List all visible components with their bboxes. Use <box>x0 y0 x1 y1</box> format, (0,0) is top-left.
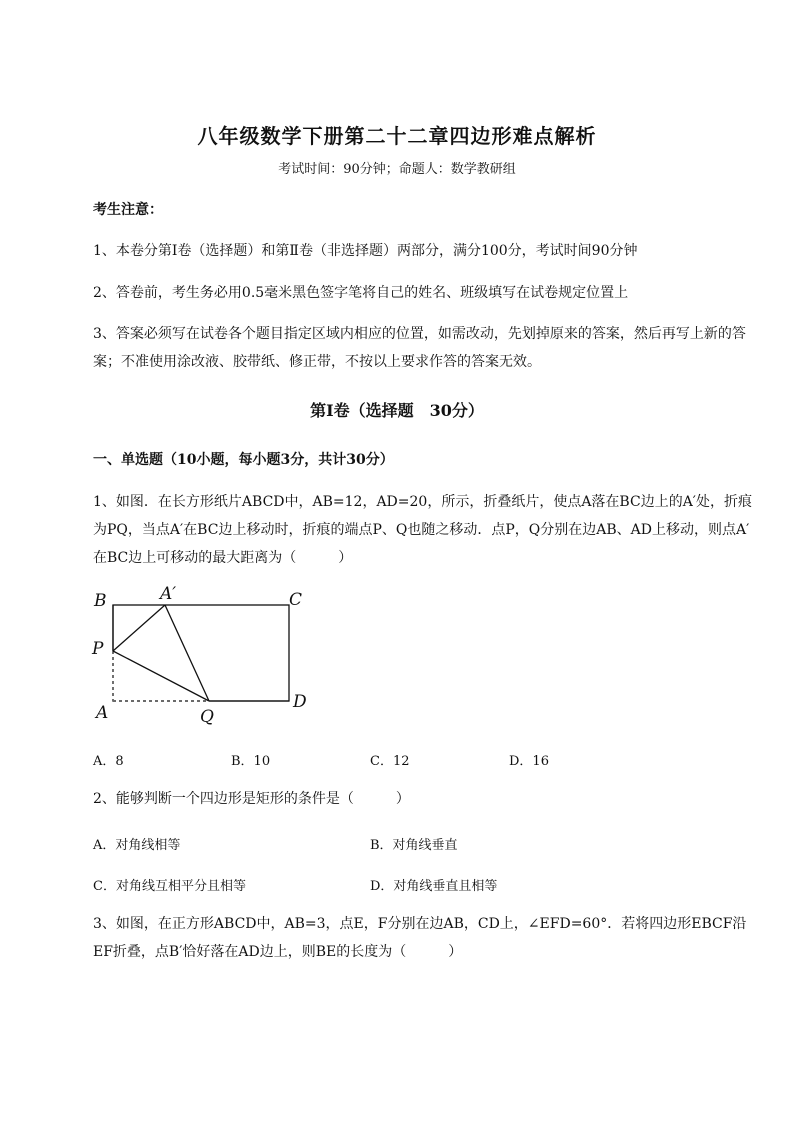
segment-a-prime-q <box>165 605 209 701</box>
notice-item-3: 3、答案必须写在试卷各个题目指定区域内相应的位置，如需改动，先划掉原来的答案，然后再写上新的答案；不准使用涂改液、胶带纸、修正带，不按以上要求作答的答案无效。 <box>93 326 746 370</box>
question-1-figure <box>88 585 328 730</box>
label-d: D <box>293 692 307 712</box>
rectangle-bcd <box>113 605 289 701</box>
notice-item-1: 1、本卷分第I卷（选择题）和第Ⅱ卷（非选择题）两部分，满分100分，考试时间90分钟 <box>93 243 638 259</box>
question-1-stem: 1、如图．在长方形纸片ABCD中，AB=12，AD=20，所示，折叠纸片，使点A落在BC边上的A′处，折痕为PQ，当点A′在BC边上移动时，折痕的端点P、Q也随之移动．点P，Q分别在边AB、AD上移动，则点A′在BC边上可移动的最大距离为（ ） <box>93 494 752 566</box>
question-2-option-b[interactable]: B．对角线垂直 <box>370 838 458 853</box>
crease-pq <box>113 651 209 701</box>
question-2-option-c[interactable]: C．对角线互相平分且相等 <box>93 879 246 894</box>
question-3-stem: 3、如图，在正方形ABCD中，AB=3，点E，F分别在边AB，CD上，∠EFD=60°．若将四边形EBCF沿EF折叠，点B′恰好落在AD边上，则BE的长度为（ ） <box>93 916 747 960</box>
label-a: A <box>96 703 109 723</box>
question-1-option-c[interactable]: C．12 <box>370 754 410 769</box>
notice-item-2: 2、答卷前，考生务必用0.5毫米黑色签字笔将自己的姓名、班级填写在试卷规定位置上 <box>93 285 629 301</box>
label-c: C <box>289 590 303 610</box>
label-b: B <box>94 591 107 611</box>
question-1-option-d[interactable]: D．16 <box>509 754 549 769</box>
segment-a-prime-p <box>113 605 165 651</box>
label-q: Q <box>200 707 214 727</box>
question-1-option-b[interactable]: B．10 <box>231 754 271 769</box>
section-title: 第I卷（选择题 30分） <box>310 401 484 420</box>
question-1-option-a[interactable]: A．8 <box>93 754 124 769</box>
question-2-option-d[interactable]: D．对角线垂直且相等 <box>370 879 498 894</box>
label-a-prime: A′ <box>160 585 177 604</box>
label-p: P <box>92 639 104 659</box>
part-heading: 一、单选题（10小题，每小题3分，共计30分） <box>93 452 394 468</box>
exam-info: 考试时间：90分钟；命题人：数学教研组 <box>278 162 516 177</box>
page-title: 八年级数学下册第二十二章四边形难点解析 <box>197 124 597 148</box>
question-2-stem: 2、能够判断一个四边形是矩形的条件是（ ） <box>93 791 410 807</box>
notice-heading: 考生注意： <box>93 202 163 218</box>
question-2-option-a[interactable]: A．对角线相等 <box>93 838 181 853</box>
